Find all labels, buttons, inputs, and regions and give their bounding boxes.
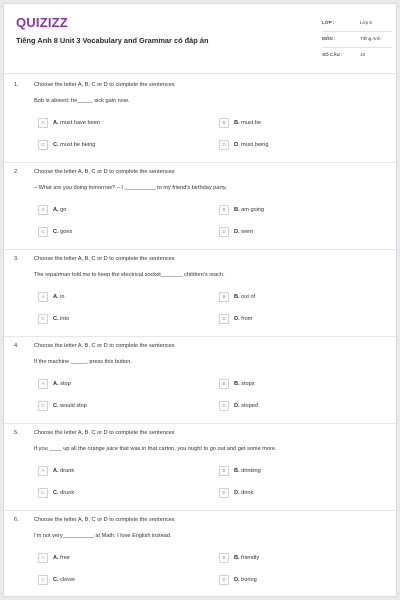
question-instruction: Choose the letter A, B, C or D to complete the sentences xyxy=(34,82,175,88)
option-box[interactable]: A xyxy=(38,292,48,302)
option-box[interactable]: C xyxy=(38,488,48,498)
option-box[interactable]: D xyxy=(219,575,229,585)
option-letter: A. xyxy=(53,293,59,300)
option-text: would stop xyxy=(60,402,87,409)
option-box[interactable]: C xyxy=(38,140,48,150)
option-text: into xyxy=(60,315,70,322)
question-instruction: Choose the letter A, B, C or D to complete the sentences xyxy=(34,430,175,436)
option-box[interactable]: A xyxy=(38,205,48,215)
option-letter: D. xyxy=(234,576,240,583)
option-text: stops xyxy=(241,380,255,387)
option-text: stop xyxy=(60,380,71,387)
option-text: drinking xyxy=(241,467,261,474)
option-letter: C. xyxy=(53,315,59,322)
option-letter: D. xyxy=(234,489,240,496)
option-text: must being xyxy=(241,141,269,148)
option-text: must be being xyxy=(60,141,96,148)
meta-value: Lớp 8 xyxy=(360,20,372,25)
option-box[interactable]: B xyxy=(219,553,229,563)
option-text: stoped xyxy=(241,402,258,409)
option-letter: D. xyxy=(234,402,240,409)
question-stem: The repairman told me to keep the electrical socket_______ children's reach. xyxy=(34,272,225,278)
question-number: 4. xyxy=(14,343,19,349)
option-letter: C. xyxy=(53,141,59,148)
question-number: 6. xyxy=(14,517,19,523)
option-text: went xyxy=(241,228,253,235)
option-letter: A. xyxy=(53,554,59,561)
question-number: 5. xyxy=(14,430,19,436)
worksheet-meta xyxy=(322,16,392,64)
option-box[interactable]: B xyxy=(219,205,229,215)
question-stem: Bob is absent; he_____ sick gain now. xyxy=(34,98,130,104)
option-text: drank xyxy=(60,467,75,474)
question-divider xyxy=(4,249,396,250)
question-stem: If the machine _____, press this button. xyxy=(34,359,132,365)
option-text: drunk xyxy=(60,489,75,496)
meta-row-class xyxy=(322,16,392,32)
worksheet-title: Tiếng Anh 8 Unit 3 Vocabulary and Grammar có đáp án xyxy=(16,36,209,45)
option-text: clever xyxy=(60,576,76,583)
option-box[interactable]: B xyxy=(219,118,229,128)
option-letter: C. xyxy=(53,228,59,235)
option-box[interactable]: D xyxy=(219,140,229,150)
meta-row-subject xyxy=(322,32,392,48)
option-text: boring xyxy=(241,576,257,583)
option-letter: C. xyxy=(53,489,59,496)
option-box[interactable]: D xyxy=(219,488,229,498)
meta-value: 15 xyxy=(360,52,366,57)
question-stem: If you ____ up all the orange juice that was in that carton, you ought to go out and get some more. xyxy=(34,446,277,452)
meta-label: LỚP : xyxy=(322,20,335,25)
question-divider xyxy=(4,423,396,424)
worksheet-header xyxy=(4,4,396,74)
option-text: from xyxy=(241,315,253,322)
option-text: in xyxy=(60,293,65,300)
option-letter: A. xyxy=(53,119,59,126)
meta-row-question-count xyxy=(322,48,392,64)
option-text: am going xyxy=(241,206,265,213)
option-letter: B. xyxy=(234,467,240,474)
option-letter: A. xyxy=(53,467,59,474)
question-instruction: Choose the letter A, B, C or D to complete the sentences xyxy=(34,343,175,349)
question-divider xyxy=(4,336,396,337)
worksheet-page xyxy=(3,3,397,597)
question-stem: I'm not very__________ at Math. I love English instead. xyxy=(34,533,172,539)
question-instruction: Choose the letter A, B, C or D to complete the sentences xyxy=(34,256,175,262)
option-text: friendly xyxy=(241,554,260,561)
option-box[interactable]: A xyxy=(38,379,48,389)
question-number: 1. xyxy=(14,82,19,88)
option-box[interactable]: B xyxy=(219,379,229,389)
option-box[interactable]: B xyxy=(219,292,229,302)
option-box[interactable]: D xyxy=(219,401,229,411)
question-number: 2. xyxy=(14,169,19,175)
option-letter: B. xyxy=(234,119,240,126)
option-letter: B. xyxy=(234,293,240,300)
option-letter: D. xyxy=(234,315,240,322)
option-letter: B. xyxy=(234,206,240,213)
option-letter: C. xyxy=(53,402,59,409)
option-box[interactable]: D xyxy=(219,227,229,237)
option-text: goes xyxy=(60,228,73,235)
meta-label: SỐ CÂU : xyxy=(322,52,343,57)
option-text: free xyxy=(60,554,70,561)
meta-value: Tiếng Anh xyxy=(360,36,381,41)
option-box[interactable]: C xyxy=(38,314,48,324)
quizizz-logo[interactable]: QUIZIZZ xyxy=(16,15,68,30)
meta-label: MÔN : xyxy=(322,36,336,41)
option-letter: A. xyxy=(53,380,59,387)
question-divider xyxy=(4,162,396,163)
option-letter: D. xyxy=(234,141,240,148)
option-box[interactable]: D xyxy=(219,314,229,324)
option-box[interactable]: C xyxy=(38,401,48,411)
option-text: must be xyxy=(241,119,262,126)
option-letter: B. xyxy=(234,554,240,561)
option-letter: D. xyxy=(234,228,240,235)
option-box[interactable]: C xyxy=(38,575,48,585)
option-box[interactable]: A xyxy=(38,466,48,476)
option-letter: A. xyxy=(53,206,59,213)
question-instruction: Choose the letter A, B, C or D to complete the sentences xyxy=(34,517,175,523)
option-box[interactable]: A xyxy=(38,553,48,563)
option-box[interactable]: C xyxy=(38,227,48,237)
option-letter: B. xyxy=(234,380,240,387)
option-text: out of xyxy=(241,293,256,300)
question-stem: – What are you doing tomorrow? – I __________ to my friend's birthday party. xyxy=(34,185,227,191)
option-text: go xyxy=(60,206,67,213)
option-box[interactable]: A xyxy=(38,118,48,128)
question-number: 3. xyxy=(14,256,19,262)
option-text: must have been xyxy=(60,119,100,126)
question-instruction: Choose the letter A, B, C or D to complete the sentences xyxy=(34,169,175,175)
question-divider xyxy=(4,510,396,511)
option-box[interactable]: B xyxy=(219,466,229,476)
option-text: drink xyxy=(241,489,254,496)
option-letter: C. xyxy=(53,576,59,583)
